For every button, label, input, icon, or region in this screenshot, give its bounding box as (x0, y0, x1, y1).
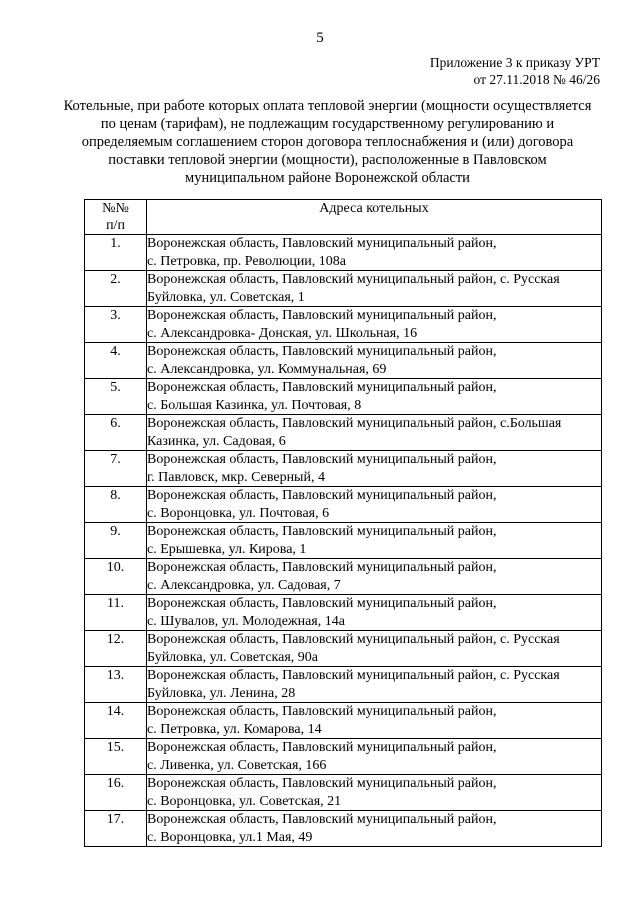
row-address (147, 631, 602, 667)
address-line-2: с. Ерышевка, ул. Кирова, 1 (147, 541, 307, 557)
row-address (147, 739, 602, 775)
address-line-2: г. Павловск, мкр. Северный, 4 (147, 469, 325, 485)
row-address (147, 595, 602, 631)
table-row (85, 415, 602, 451)
table-row (85, 307, 602, 343)
row-number: 12. (85, 631, 147, 667)
table-row (85, 523, 602, 559)
header-number (85, 200, 147, 235)
address-line-1: Воронежская область, Павловский муниципальный район, (147, 776, 497, 791)
boilers-table (84, 199, 602, 847)
table-row (85, 379, 602, 415)
appendix-line-1: Приложение 3 к приказу УРТ (429, 55, 600, 70)
row-address (147, 307, 602, 343)
table-row (85, 487, 602, 523)
address-line-1: Воронежская область, Павловский муниципальный район, с. Русская (147, 668, 560, 683)
address-line-1: Воронежская область, Павловский муниципальный район, (147, 308, 497, 323)
table-row (85, 271, 602, 307)
row-number: 7. (85, 451, 147, 487)
header-number-line-1: №№ (102, 201, 129, 216)
row-number: 5. (85, 379, 147, 415)
document-title: Котельные, при работе которых оплата тепловой энергии (мощности осуществляется по ценам (тарифам), не подлежащим государственному регулированию и определяемым соглашением сторон договора теплоснабжения и (или) договора поставки тепловой энергии (мощности), расположенные в Павловском муниципальном районе Воронежской области (63, 98, 592, 186)
row-number: 3. (85, 307, 147, 343)
row-number: 2. (85, 271, 147, 307)
address-line-2: с. Ливенка, ул. Советская, 166 (147, 757, 327, 773)
table-row (85, 703, 602, 739)
table-header-row (85, 200, 602, 235)
row-address (147, 523, 602, 559)
table-row (85, 559, 602, 595)
row-address (147, 415, 602, 451)
address-line-2: с. Александровка, ул. Садовая, 7 (147, 577, 341, 593)
address-line-2: Казинка, ул. Садовая, 6 (147, 433, 286, 449)
address-line-2: с. Воронцовка, ул.1 Мая, 49 (147, 829, 313, 845)
address-line-1: Воронежская область, Павловский муниципальный район, (147, 596, 497, 611)
row-number: 14. (85, 703, 147, 739)
row-address (147, 703, 602, 739)
row-number: 17. (85, 811, 147, 847)
page-number: 5 (316, 30, 324, 46)
address-line-1: Воронежская область, Павловский муниципальный район, с.Большая (147, 416, 562, 431)
appendix-reference (430, 54, 600, 88)
row-address (147, 775, 602, 811)
address-line-1: Воронежская область, Павловский муниципальный район, (147, 344, 497, 359)
address-line-2: Буйловка, ул. Советская, 90а (147, 649, 318, 665)
row-number: 6. (85, 415, 147, 451)
row-number: 1. (85, 235, 147, 271)
address-line-1: Воронежская область, Павловский муниципальный район, (147, 452, 497, 467)
address-line-1: Воронежская область, Павловский муниципальный район, (147, 704, 497, 719)
address-line-2: с. Шувалов, ул. Молодежная, 14а (147, 613, 345, 629)
row-number: 13. (85, 667, 147, 703)
address-line-1: Воронежская область, Павловский муниципальный район, с. Русская (147, 632, 560, 647)
table-row (85, 595, 602, 631)
address-line-2: с. Петровка, пр. Революции, 108а (147, 253, 347, 269)
header-address: Адреса котельных (147, 200, 602, 235)
table-row (85, 631, 602, 667)
table-body (85, 235, 602, 847)
row-address (147, 343, 602, 379)
row-number: 16. (85, 775, 147, 811)
address-line-1: Воронежская область, Павловский муниципальный район, с. Русская (147, 272, 560, 287)
address-line-1: Воронежская область, Павловский муниципальный район, (147, 488, 497, 503)
address-line-2: с. Александровка- Донская, ул. Школьная, 16 (147, 325, 418, 341)
address-line-1: Воронежская область, Павловский муниципальный район, (147, 560, 497, 575)
address-line-2: Буйловка, ул. Ленина, 28 (147, 685, 296, 701)
row-address (147, 487, 602, 523)
row-number: 4. (85, 343, 147, 379)
row-number: 8. (85, 487, 147, 523)
row-address (147, 379, 602, 415)
address-line-1: Воронежская область, Павловский муниципальный район, (147, 524, 497, 539)
table-row (85, 811, 602, 847)
row-number: 15. (85, 739, 147, 775)
row-address (147, 811, 602, 847)
row-address (147, 451, 602, 487)
table-row (85, 667, 602, 703)
address-line-1: Воронежская область, Павловский муниципальный район, (147, 236, 497, 251)
row-address (147, 667, 602, 703)
row-address (147, 271, 602, 307)
address-line-2: с. Большая Казинка, ул. Почтовая, 8 (147, 397, 362, 413)
table-row (85, 739, 602, 775)
address-line-2: с. Петровка, ул. Комарова, 14 (147, 721, 322, 737)
header-number-line-2: п/п (106, 218, 125, 233)
table-row (85, 343, 602, 379)
address-line-2: с. Воронцовка, ул. Почтовая, 6 (147, 505, 330, 521)
address-line-2: с. Александровка, ул. Коммунальная, 69 (147, 361, 387, 377)
table-row (85, 775, 602, 811)
row-number: 11. (85, 595, 147, 631)
table-row (85, 451, 602, 487)
row-address (147, 559, 602, 595)
address-line-1: Воронежская область, Павловский муниципальный район, (147, 812, 497, 827)
row-address (147, 235, 602, 271)
row-number: 9. (85, 523, 147, 559)
address-line-2: Буйловка, ул. Советская, 1 (147, 289, 305, 305)
appendix-line-2: от 27.11.2018 № 46/26 (473, 72, 600, 87)
address-line-1: Воронежская область, Павловский муниципальный район, (147, 740, 497, 755)
address-line-1: Воронежская область, Павловский муниципальный район, (147, 380, 497, 395)
row-number: 10. (85, 559, 147, 595)
table-row (85, 235, 602, 271)
address-line-2: с. Воронцовка, ул. Советская, 21 (147, 793, 342, 809)
